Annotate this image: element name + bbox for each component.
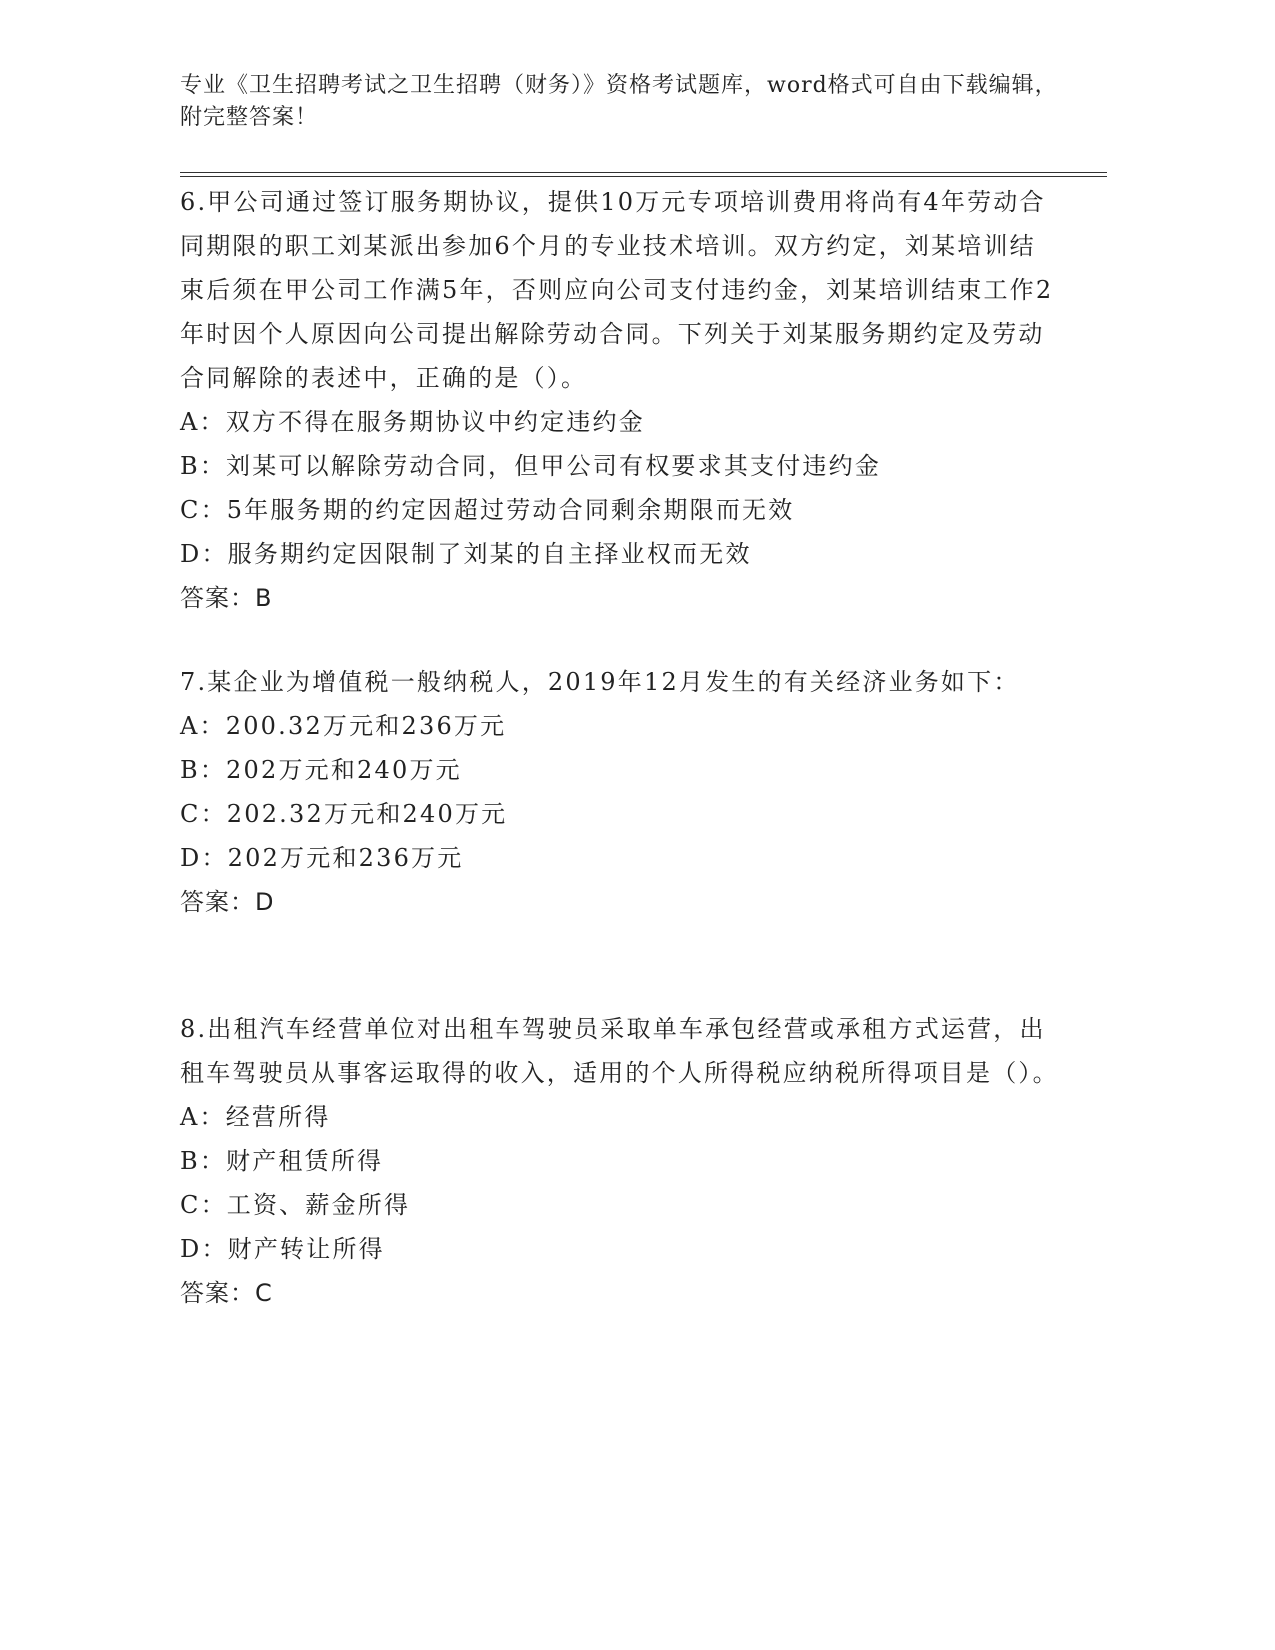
option-a: A：200.32万元和236万元 (180, 712, 507, 740)
option-d: D：202万元和236万元 (180, 844, 464, 872)
option-b: B：财产租赁所得 (180, 1147, 384, 1175)
option-a: A：双方不得在服务期协议中约定违约金 (180, 408, 645, 436)
question-stem: 6.甲公司通过签订服务期协议，提供10万元专项培训费用将尚有4年劳动合同期限的职工刘某派出参加6个月的专业技术培训。双方约定，刘某培训结束后须在甲公司工作满5年，否则应向公司支付违约金，刘某培训结束工作2年时因个人原因向公司提出解除劳动合同。下列关于刘某服务期约定及劳动合同解除的表述中，正确的是（）。 (180, 188, 1054, 392)
question-stem: 8.出租汽车经营单位对出租车驾驶员采取单车承包经营或承租方式运营，出租车驾驶员从事客运取得的收入，适用的个人所得税应纳税所得项目是（）。 (180, 1015, 1059, 1087)
option-d: D：服务期约定因限制了刘某的自主择业权而无效 (180, 540, 752, 568)
question-6 (180, 180, 1060, 620)
header-divider (180, 172, 1107, 177)
option-b: B：刘某可以解除劳动合同，但甲公司有权要求其支付违约金 (180, 452, 882, 480)
option-c: C：202.32万元和240万元 (180, 800, 508, 828)
question-7 (180, 660, 1060, 924)
answer-line: 答案：C (180, 1279, 273, 1307)
question-8 (180, 1007, 1060, 1315)
option-a: A：经营所得 (180, 1103, 331, 1131)
document-header: 专业《卫生招聘考试之卫生招聘（财务）》资格考试题库，word格式可自由下载编辑，附完整答案！ (180, 73, 1058, 130)
question-stem: 7.某企业为增值税一般纳税人，2019年12月发生的有关经济业务如下： (180, 668, 1020, 696)
answer-line: 答案：D (180, 888, 275, 916)
option-c: C：5年服务期的约定因超过劳动合同剩余期限而无效 (180, 496, 795, 524)
option-d: D：财产转让所得 (180, 1235, 385, 1263)
option-b: B：202万元和240万元 (180, 756, 462, 784)
answer-line: 答案：B (180, 584, 273, 612)
option-c: C：工资、薪金所得 (180, 1191, 411, 1219)
